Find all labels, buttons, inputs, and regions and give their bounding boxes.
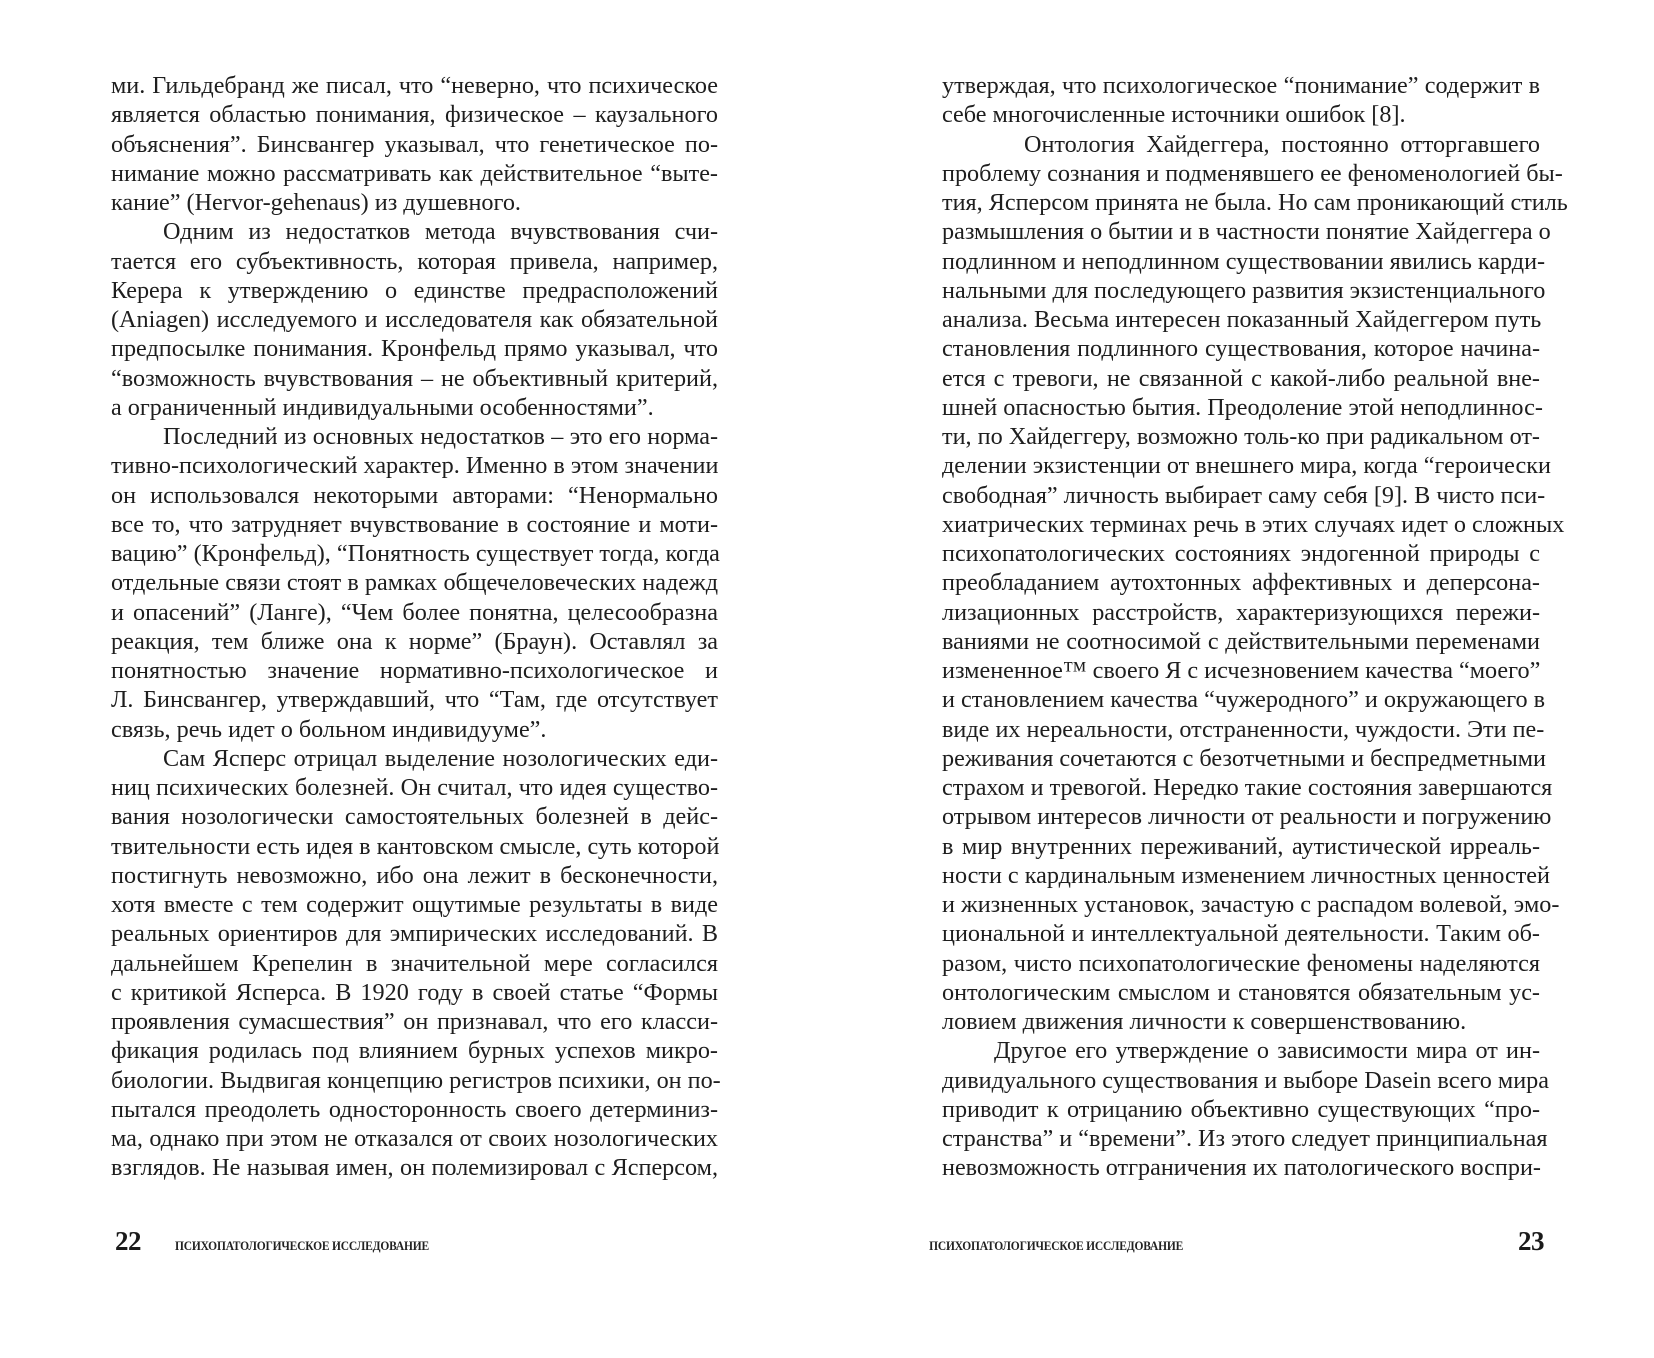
- right-page: [827, 0, 1654, 1358]
- text-line: нимание можно рассматривать как действительное “выте-: [111, 159, 718, 187]
- text-line: ниц психических болезней. Он считал, что идея существо-: [111, 774, 718, 801]
- page-number: 23: [1518, 1226, 1544, 1256]
- text-line: ловием движения личности к совершенствованию.: [942, 1008, 1467, 1035]
- text-line: понятностью значение нормативно-психологическое и: [111, 657, 718, 684]
- text-line: онтологическим смыслом и становятся обязательным ус-: [942, 978, 1540, 1006]
- text-line: реживания сочетаются с безотчетными и беспредметными: [942, 744, 1547, 772]
- text-line: виде их нереальности, отстраненности, чуждости. Эти пе-: [942, 715, 1545, 743]
- left-page-text-column: [111, 71, 721, 1183]
- text-line: свободная” личность выбирает саму себя [9]. В чисто пси-: [942, 481, 1546, 509]
- text-line: Керера к утверждению о единстве предрасположений: [111, 276, 718, 304]
- paragraph-start-line: Другое его утверждение о зависимости мира от ин-: [994, 1037, 1540, 1065]
- text-line: анализа. Весьма интересен показанный Хайдеггером путь: [942, 306, 1542, 333]
- text-line: и опасений” (Ланге), “Чем более понятна, целесообразна: [111, 598, 718, 626]
- paragraph-start-line: Онтология Хайдеггера, постоянно отторгавшего: [1024, 130, 1540, 158]
- text-line: утверждая, что психологическое “понимание” содержит в: [942, 72, 1540, 99]
- text-line: связь, речь идет о больном индивидууме”.: [111, 715, 547, 743]
- paragraph-start-line: Последний из основных недостатков – это его норма-: [163, 423, 718, 450]
- text-line: ми. Гильдебранд же писал, что “неверно, что психическое: [111, 72, 718, 99]
- text-line: психопатологических состояниях эндогенной природы с: [942, 540, 1540, 567]
- text-line: дальнейшем Крепелин в значительной мере согласился: [111, 949, 718, 977]
- text-line: фикация родилась под влиянием бурных успехов микро-: [111, 1037, 718, 1065]
- text-line: кание” (Hervor-gehenaus) из душевного.: [111, 189, 521, 216]
- text-line: с критикой Ясперса. В 1920 году в своей статье “Формы: [111, 978, 718, 1006]
- text-line: шней опасностью бытия. Преодоление этой неподлиннос-: [942, 393, 1543, 421]
- text-line: Л. Бинсвангер, утверждавший, что “Там, где отсутствует: [111, 686, 718, 714]
- text-line: проявления сумасшествия” он признавал, что его класси-: [111, 1008, 718, 1035]
- text-line: странства” и “времени”. Из этого следует принципиальная: [942, 1125, 1548, 1152]
- right-page-text-column: [942, 71, 1568, 1183]
- text-line: предпосылке понимания. Кронфельд прямо указывал, что: [111, 335, 718, 363]
- text-line: ма, однако при этом не отказался от своих нозологических: [111, 1125, 718, 1152]
- paragraph-start-line: Сам Ясперс отрицал выделение нозологических еди-: [163, 744, 718, 772]
- running-head: ПСИХОПАТОЛОГИЧЕСКОЕ ИССЛЕДОВАНИЕ: [175, 1239, 430, 1253]
- text-line: невозможность отграничения их патологического воспри-: [942, 1154, 1541, 1182]
- page-number: 22: [115, 1226, 141, 1256]
- text-line: циональной и интеллектуальной деятельности. Таким об-: [942, 920, 1540, 948]
- text-line: биологии. Выдвигая концепцию регистров психики, он по-: [111, 1066, 721, 1094]
- text-line: он использовался некоторыми авторами: “Ненормально: [111, 481, 718, 509]
- text-line: дивидуального существования и выборе Dasein всего мира: [942, 1066, 1550, 1094]
- text-line: делении экзистенции от внешнего мира, когда “героически: [942, 452, 1551, 480]
- text-line: отрывом интересов личности от реальности и погружению: [942, 803, 1552, 831]
- text-line: измененное™ своего Я с исчезновением качества “моего”: [942, 657, 1541, 684]
- text-line: лизационных расстройств, характеризующихся пережи-: [942, 598, 1540, 626]
- text-line: хиатрических терминах речь в этих случаях идет о сложных: [942, 510, 1565, 538]
- text-line: приводит к отрицанию объективно существующих “про-: [942, 1095, 1540, 1123]
- text-line: ности с кардинальным изменением личностных ценностей: [942, 861, 1550, 889]
- text-line: реальных ориентиров для эмпирических исследований. В: [111, 920, 718, 948]
- text-line: себе многочисленные источники ошибок [8].: [942, 101, 1406, 129]
- text-line: проблему сознания и подменявшего ее феноменологией бы-: [942, 159, 1563, 187]
- text-line: а ограниченный индивидуальными особенностями”.: [111, 393, 654, 421]
- right-page-footer: [907, 1226, 1544, 1256]
- text-line: реакция, тем ближе она к норме” (Браун). Оставлял за: [111, 627, 718, 655]
- text-line: хотя вместе с тем содержит ощутимые результаты в виде: [111, 891, 718, 918]
- text-line: нальными для последующего развития экзистенциального: [942, 276, 1546, 304]
- text-line: ти, по Хайдеггеру, возможно толь-ко при радикальном от-: [942, 423, 1540, 450]
- text-line: является областью понимания, физическое – каузального: [111, 101, 718, 129]
- text-line: преобладанием аутохтонных аффективных и деперсона-: [942, 569, 1540, 597]
- text-line: отдельные связи стоят в рамках общечеловеческих надежд: [111, 569, 718, 597]
- text-line: взглядов. Не называя имен, он полемизировал с Ясперсом,: [111, 1154, 718, 1182]
- paragraph-start-line: Одним из недостатков метода вчувствования счи-: [163, 218, 718, 246]
- text-line: разом, чисто психопатологические феномены наделяются: [942, 949, 1540, 977]
- text-line: “возможность вчувствования – не объективный критерий,: [111, 364, 718, 392]
- text-line: ется с тревоги, не связанной с какой-либо реальной вне-: [942, 364, 1540, 392]
- text-line: тивно-психологический характер. Именно в этом значении: [111, 452, 719, 480]
- text-line: вацию” (Кронфельд), “Понятность существует тогда, когда: [111, 540, 720, 567]
- text-line: вания нозологически самостоятельных болезней в дейс-: [111, 803, 718, 831]
- text-line: в мир внутренних переживаний, аутистической ирреаль-: [942, 832, 1540, 860]
- text-line: пытался преодолеть односторонность своего детерминиз-: [111, 1095, 718, 1123]
- text-line: тается его субъективность, которая привела, например,: [111, 247, 718, 275]
- text-line: и жизненных установок, зачастую с распадом волевой, эмо-: [942, 891, 1560, 918]
- text-line: постигнуть невозможно, ибо она лежит в бесконечности,: [111, 861, 718, 889]
- text-line: все то, что затрудняет вчувствование в состояние и моти-: [111, 510, 718, 538]
- running-head: ПСИХОПАТОЛОГИЧЕСКОЕ ИССЛЕДОВАНИЕ: [928, 1239, 1183, 1253]
- text-line: тия, Ясперсом принята не была. Но сам проникающий стиль: [942, 189, 1568, 216]
- text-line: и становлением качества “чужеродного” и окружающего в: [942, 686, 1546, 714]
- left-page-footer: [115, 1226, 451, 1256]
- text-line: объяснения”. Бинсвангер указывал, что генетическое по-: [111, 130, 718, 158]
- text-line: твительности есть идея в кантовском смысле, суть которой: [111, 832, 720, 860]
- text-line: подлинном и неподлинном существовании явились карди-: [942, 247, 1546, 275]
- text-line: размышления о бытии и в частности понятие Хайдеггера о: [942, 218, 1551, 246]
- text-line: страхом и тревогой. Нередко такие состояния завершаются: [942, 774, 1553, 801]
- text-line: ваниями не соотносимой с действительными переменами: [942, 627, 1540, 655]
- text-line: (Aniagen) исследуемого и исследователя как обязательной: [111, 306, 718, 333]
- text-line: становления подлинного существования, которое начина-: [942, 335, 1540, 363]
